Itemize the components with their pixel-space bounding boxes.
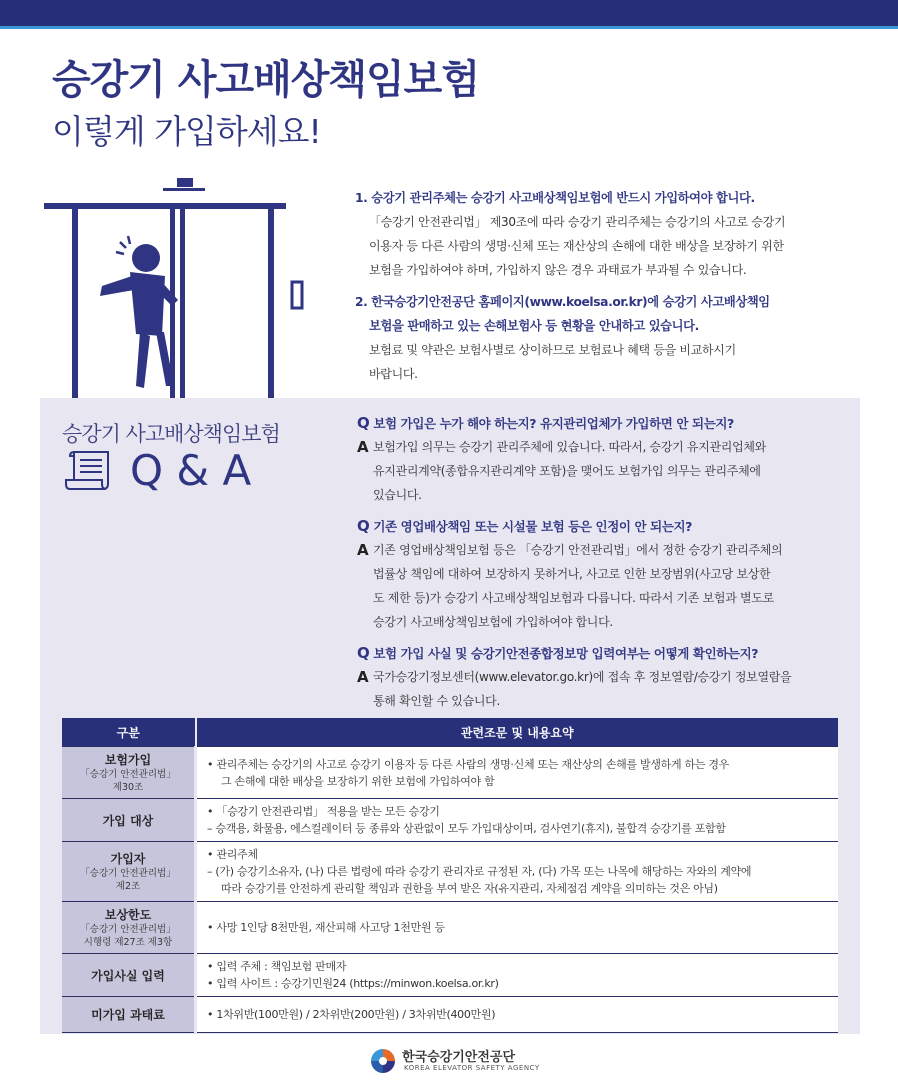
kesa-logo-icon — [368, 1046, 398, 1076]
row-title: 가입 대상 — [102, 813, 154, 828]
row-title: 보상한도 — [104, 908, 152, 922]
table-header-category: 구분 — [62, 718, 196, 747]
question-mark-label: Q — [357, 644, 370, 662]
table-row — [62, 902, 838, 954]
row-text: • 관리주체 — [207, 848, 258, 861]
row-label-cell — [62, 997, 196, 1033]
scroll-document-icon — [62, 448, 118, 492]
intro-text-2-line-1: 보험료 및 약관은 보험사별로 상이하므로 보험료나 혜택 등을 비교하시기 — [369, 343, 736, 357]
top-accent-line — [0, 26, 898, 29]
answer-text: 있습니다. — [373, 488, 422, 502]
answer-text: 기존 영업배상책임보험 등은 「승강기 안전관리법」에서 정한 승강기 관리주체의 — [373, 543, 783, 557]
intro-heading-2: 2. 한국승강기안전공단 홈페이지(www.koelsa.or.kr)에 승강기 사고배상책임 — [355, 295, 770, 309]
answer-mark-label: A — [357, 668, 369, 686]
answer-mark-label: A — [357, 438, 369, 456]
row-title: 가입사실 입력 — [91, 968, 165, 983]
qa-item — [357, 412, 849, 507]
row-label-cell — [62, 902, 196, 954]
row-content-cell — [196, 902, 839, 954]
row-label-cell — [62, 954, 196, 997]
row-title: 미가입 과태료 — [91, 1008, 165, 1022]
row-text: – 승객용, 화물용, 에스컬레이터 등 종류와 상관없이 모두 가입대상이며, 검사연기(휴지), 불합격 승강기를 포함함 — [207, 822, 726, 835]
row-law: 「승강기 안전관리법」 — [80, 924, 176, 935]
table-row — [62, 799, 838, 842]
table-row — [62, 997, 838, 1033]
question-mark-label: Q — [357, 517, 370, 535]
row-content-cell — [196, 954, 839, 997]
intro-section — [355, 186, 855, 386]
footer-org-name: 한국승강기안전공단 — [402, 1050, 516, 1065]
row-text: 따라 승강기를 안전하게 관리할 책임과 권한을 부여 받은 자(유지관리, 자체점검 계약을 의미하는 것은 아님) — [221, 882, 718, 895]
elevator-accident-illustration — [40, 176, 330, 406]
question-text: 보험 가입 사실 및 승강기안전종합정보망 입력여부는 어떻게 확인하는지? — [373, 646, 759, 661]
row-content-cell — [196, 997, 839, 1033]
table-row — [62, 954, 838, 997]
answer-text: 통해 확인할 수 있습니다. — [373, 694, 500, 708]
page-subtitle: 이렇게 가입하세요! — [52, 112, 321, 151]
summary-table — [62, 718, 838, 1033]
row-law: 「승강기 안전관리법」 — [80, 868, 176, 879]
table-header-summary: 관련조문 및 내용요약 — [196, 718, 839, 747]
answer-text: 국가승강기정보센터(www.elevator.go.kr)에 접속 후 정보열람/승강기 정보열람을 — [373, 670, 792, 684]
question-text: 보험 가입은 누가 해야 하는지? 유지관리업체가 가입하면 안 되는지? — [373, 416, 734, 431]
row-title: 가입자 — [110, 852, 146, 866]
row-text: • 「승강기 안전관리법」 적용을 받는 모든 승강기 — [207, 805, 440, 818]
answer-text: 보험가입 의무는 승강기 관리주체에 있습니다. 따라서, 승강기 유지관리업체와 — [373, 440, 766, 454]
row-content-cell — [196, 747, 839, 799]
question-text: 기존 영업배상책임 또는 시설물 보험 등은 인정이 안 되는지? — [373, 519, 693, 534]
row-label-cell — [62, 799, 196, 842]
row-law: 제2조 — [115, 881, 141, 892]
footer-org-name-en: KOREA ELEVATOR SAFETY AGENCY — [404, 1064, 540, 1072]
row-law: 시행령 제27조 제3항 — [83, 937, 173, 948]
table-row — [62, 747, 838, 799]
qa-item — [357, 642, 849, 713]
row-content-cell — [196, 799, 839, 842]
intro-text-1-line-3: 보험을 가입하여야 하며, 가입하지 않은 경우 과태료가 부과될 수 있습니다. — [369, 263, 747, 277]
row-label-cell — [62, 842, 196, 902]
row-law: 「승강기 안전관리법」 — [80, 769, 176, 780]
row-text: • 관리주체는 승강기의 사고로 승강기 이용자 등 다른 사람의 생명·신체 또는 재산상의 손해를 발생하게 하는 경우 — [207, 757, 730, 771]
qa-title: Q & A — [130, 446, 252, 495]
intro-text-1-line-1: 「승강기 안전관리법」 제30조에 따라 승강기 관리주체는 승강기의 사고로 승강기 — [369, 215, 786, 229]
intro-text-2-line-2: 바랍니다. — [369, 367, 418, 381]
intro-text-1-line-2: 이용자 등 다른 사람의 생명·신체 또는 재산상의 손해에 대한 배상을 보장하기 위한 — [369, 239, 784, 253]
row-title: 보험가입 — [104, 753, 152, 767]
row-content-cell — [196, 842, 839, 902]
question-mark-label: Q — [357, 414, 370, 432]
intro-heading-1: 1. 승강기 관리주체는 승강기 사고배상책임보험에 반드시 가입하여야 합니다. — [355, 191, 755, 205]
answer-text: 법률상 책임에 대하여 보장하지 못하거나, 사고로 인한 보장범위(사고당 보상한 — [373, 567, 771, 581]
row-text: • 사망 1인당 8천만원, 재산피해 사고당 1천만원 등 — [207, 921, 445, 934]
row-text: • 입력 주체 : 책임보험 판매자 — [207, 960, 347, 973]
row-law: 제30조 — [112, 782, 144, 793]
intro-heading-2-cont: 보험을 판매하고 있는 손해보험사 등 현황을 안내하고 있습니다. — [369, 319, 699, 333]
table-row — [62, 842, 838, 902]
top-banner-bar — [0, 0, 898, 26]
answer-text: 유지관리계약(종합유지관리계약 포함)을 맺어도 보험가입 의무는 관리주체에 — [373, 464, 761, 478]
table-header-row — [62, 718, 838, 747]
row-text: – (가) 승강기소유자, (나) 다른 법령에 따라 승강기 관리자로 규정된 자, (다) 가목 또는 나목에 해당하는 자와의 계약에 — [207, 865, 752, 878]
row-text: 그 손해에 대한 배상을 보장하기 위한 보험에 가입하여야 함 — [221, 774, 495, 788]
qa-subtitle: 승강기 사고배상책임보험 — [62, 422, 280, 446]
row-label-cell — [62, 747, 196, 799]
row-text: • 1차위반(100만원) / 2차위반(200만원) / 3차위반(400만원) — [207, 1008, 496, 1021]
answer-text: 승강기 사고배상책임보험에 가입하여야 합니다. — [373, 615, 613, 629]
page-title: 승강기 사고배상책임보험 — [52, 57, 479, 103]
qa-list — [357, 412, 849, 721]
answer-mark-label: A — [357, 541, 369, 559]
answer-text: 도 제한 등)가 승강기 사고배상책임보험과 다릅니다. 따라서 기존 보험과 별도로 — [373, 591, 774, 605]
row-text: • 입력 사이트 : 승강기민원24 (https://minwon.koelsa.or.kr) — [207, 977, 499, 990]
qa-item — [357, 515, 849, 634]
